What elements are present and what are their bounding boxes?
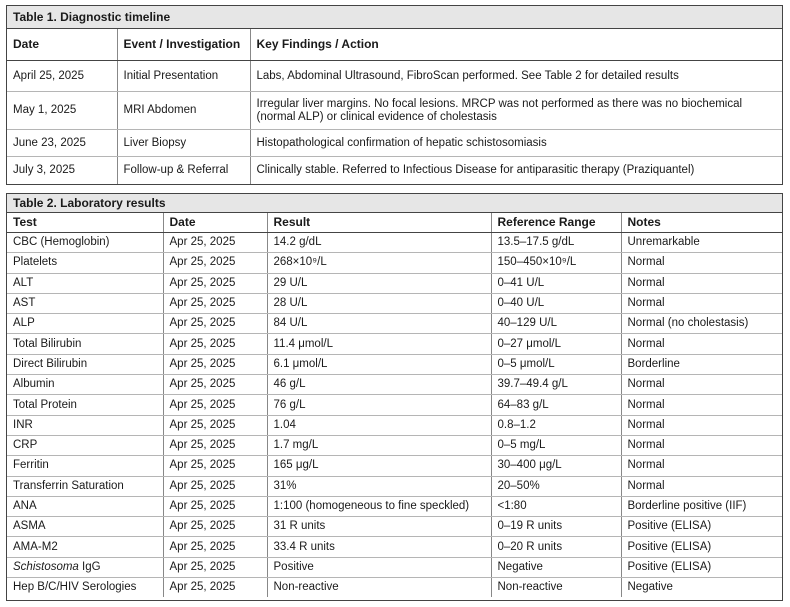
cell-result: 31% [267, 476, 491, 496]
cell-notes: Normal [621, 273, 782, 293]
cell-test: CRP [7, 435, 163, 455]
cell-date: Apr 25, 2025 [163, 233, 267, 253]
cell-findings: Irregular liver margins. No focal lesions. MRCP was not performed as there was no biochemical (normal ALP) or clinical evidence of cholestasis [250, 92, 782, 130]
cell-notes: Positive (ELISA) [621, 557, 782, 577]
cell-result: 1.7 mg/L [267, 435, 491, 455]
cell-result: 6.1 μmol/L [267, 354, 491, 374]
cell-event: Initial Presentation [117, 61, 250, 92]
cell-test: Ferritin [7, 456, 163, 476]
table-row [7, 273, 782, 293]
column-header-notes: Notes [621, 213, 782, 233]
cell-test: Total Bilirubin [7, 334, 163, 354]
cell-reference-range: 0–40 U/L [491, 293, 621, 313]
table-row [7, 517, 782, 537]
cell-notes: Normal [621, 334, 782, 354]
table-row [7, 496, 782, 516]
cell-result: 268×10⁹/L [267, 253, 491, 273]
table-row [7, 130, 782, 157]
cell-reference-range: 0–5 μmol/L [491, 354, 621, 374]
cell-test: ASMA [7, 517, 163, 537]
cell-notes: Normal [621, 456, 782, 476]
cell-date: Apr 25, 2025 [163, 395, 267, 415]
cell-reference-range: 0–27 μmol/L [491, 334, 621, 354]
cell-date: Apr 25, 2025 [163, 435, 267, 455]
cell-test: Albumin [7, 375, 163, 395]
cell-date: May 1, 2025 [7, 92, 117, 130]
cell-notes: Borderline [621, 354, 782, 374]
cell-notes: Normal [621, 415, 782, 435]
cell-date: Apr 25, 2025 [163, 415, 267, 435]
cell-result: 11.4 μmol/L [267, 334, 491, 354]
table-caption: Table 1. Diagnostic timeline [7, 6, 782, 29]
cell-notes: Normal [621, 253, 782, 273]
cell-result: Positive [267, 557, 491, 577]
column-header-date: Date [163, 213, 267, 233]
table-row [7, 557, 782, 577]
cell-test: ANA [7, 496, 163, 516]
cell-test: ALT [7, 273, 163, 293]
cell-event: Liver Biopsy [117, 130, 250, 157]
cell-notes: Normal [621, 395, 782, 415]
cell-reference-range: Non-reactive [491, 578, 621, 598]
table-row [7, 435, 782, 455]
cell-result: 46 g/L [267, 375, 491, 395]
cell-reference-range: 150–450×10⁹/L [491, 253, 621, 273]
cell-date: Apr 25, 2025 [163, 293, 267, 313]
table-row [7, 293, 782, 313]
table-row [7, 456, 782, 476]
cell-reference-range: 13.5–17.5 g/dL [491, 233, 621, 253]
cell-notes: Positive (ELISA) [621, 537, 782, 557]
cell-date: July 3, 2025 [7, 157, 117, 184]
cell-test: AMA-M2 [7, 537, 163, 557]
cell-reference-range: <1:80 [491, 496, 621, 516]
cell-notes: Normal [621, 435, 782, 455]
cell-date: Apr 25, 2025 [163, 375, 267, 395]
table-row [7, 253, 782, 273]
table-caption: Table 2. Laboratory results [7, 194, 782, 213]
cell-test: Transferrin Saturation [7, 476, 163, 496]
diagnostic-timeline-table [6, 5, 783, 185]
cell-result: 84 U/L [267, 314, 491, 334]
cell-date: April 25, 2025 [7, 61, 117, 92]
cell-reference-range: 0–19 R units [491, 517, 621, 537]
table-header-row [7, 29, 782, 61]
column-header-result: Result [267, 213, 491, 233]
cell-notes: Normal [621, 476, 782, 496]
cell-date: Apr 25, 2025 [163, 476, 267, 496]
cell-reference-range: Negative [491, 557, 621, 577]
cell-reference-range: 0–20 R units [491, 537, 621, 557]
column-header-reference-range: Reference Range [491, 213, 621, 233]
table-row [7, 395, 782, 415]
cell-result: 1:100 (homogeneous to fine speckled) [267, 496, 491, 516]
cell-result: 33.4 R units [267, 537, 491, 557]
table-row [7, 334, 782, 354]
table-row [7, 375, 782, 395]
cell-test: Direct Bilirubin [7, 354, 163, 374]
cell-result: 1.04 [267, 415, 491, 435]
cell-result: 31 R units [267, 517, 491, 537]
cell-result: 28 U/L [267, 293, 491, 313]
cell-reference-range: 0–41 U/L [491, 273, 621, 293]
column-header-findings: Key Findings / Action [250, 29, 782, 61]
cell-reference-range: 20–50% [491, 476, 621, 496]
cell-result: 29 U/L [267, 273, 491, 293]
laboratory-results-table [6, 193, 783, 601]
cell-test: Total Protein [7, 395, 163, 415]
cell-test: Hep B/C/HIV Serologies [7, 578, 163, 598]
cell-result: 76 g/L [267, 395, 491, 415]
cell-notes: Borderline positive (IIF) [621, 496, 782, 516]
table-row [7, 157, 782, 184]
cell-date: Apr 25, 2025 [163, 253, 267, 273]
cell-notes: Normal (no cholestasis) [621, 314, 782, 334]
column-header-test: Test [7, 213, 163, 233]
cell-test: INR [7, 415, 163, 435]
table-header-row [7, 213, 782, 233]
cell-findings: Labs, Abdominal Ultrasound, FibroScan performed. See Table 2 for detailed results [250, 61, 782, 92]
table-row [7, 61, 782, 92]
cell-result: 14.2 g/dL [267, 233, 491, 253]
cell-findings: Clinically stable. Referred to Infectious Disease for antiparasitic therapy (Praziquantel) [256, 163, 695, 176]
cell-date: Apr 25, 2025 [163, 354, 267, 374]
cell-result: Non-reactive [267, 578, 491, 598]
cell-notes: Normal [621, 375, 782, 395]
cell-test: CBC (Hemoglobin) [7, 233, 163, 253]
cell-test: AST [7, 293, 163, 313]
cell-test: ALP [7, 314, 163, 334]
cell-notes: Positive (ELISA) [621, 517, 782, 537]
cell-reference-range: 0–5 mg/L [491, 435, 621, 455]
cell-reference-range: 64–83 g/L [491, 395, 621, 415]
cell-reference-range: 40–129 U/L [491, 314, 621, 334]
cell-date: Apr 25, 2025 [163, 456, 267, 476]
table-row [7, 233, 782, 253]
cell-date: Apr 25, 2025 [163, 273, 267, 293]
cell-date: Apr 25, 2025 [163, 557, 267, 577]
table-row [7, 354, 782, 374]
table-row [7, 537, 782, 557]
table-row [7, 476, 782, 496]
cell-findings: Histopathological confirmation of hepatic schistosomiasis [250, 130, 782, 157]
cell-event: Follow-up & Referral [117, 157, 250, 184]
cell-date: Apr 25, 2025 [163, 314, 267, 334]
column-header-date: Date [7, 29, 117, 61]
cell-date: Apr 25, 2025 [163, 517, 267, 537]
cell-date: Apr 25, 2025 [163, 537, 267, 557]
cell-reference-range: 39.7–49.4 g/L [491, 375, 621, 395]
cell-date: Apr 25, 2025 [163, 334, 267, 354]
cell-test: Schistosoma IgG [7, 557, 163, 577]
cell-date: June 23, 2025 [7, 130, 117, 157]
cell-notes: Normal [621, 293, 782, 313]
cell-date: Apr 25, 2025 [163, 496, 267, 516]
cell-reference-range: 30–400 μg/L [491, 456, 621, 476]
cell-event: MRI Abdomen [117, 92, 250, 130]
cell-result: 165 μg/L [267, 456, 491, 476]
cell-reference-range: 0.8–1.2 [491, 415, 621, 435]
cell-test: Platelets [7, 253, 163, 273]
column-header-event: Event / Investigation [117, 29, 250, 61]
table-row [7, 415, 782, 435]
cell-notes: Negative [627, 581, 673, 594]
cell-notes: Unremarkable [621, 233, 782, 253]
table-row [7, 578, 782, 598]
table-row [7, 92, 782, 130]
table-row [7, 314, 782, 334]
cell-date: Apr 25, 2025 [163, 578, 267, 598]
